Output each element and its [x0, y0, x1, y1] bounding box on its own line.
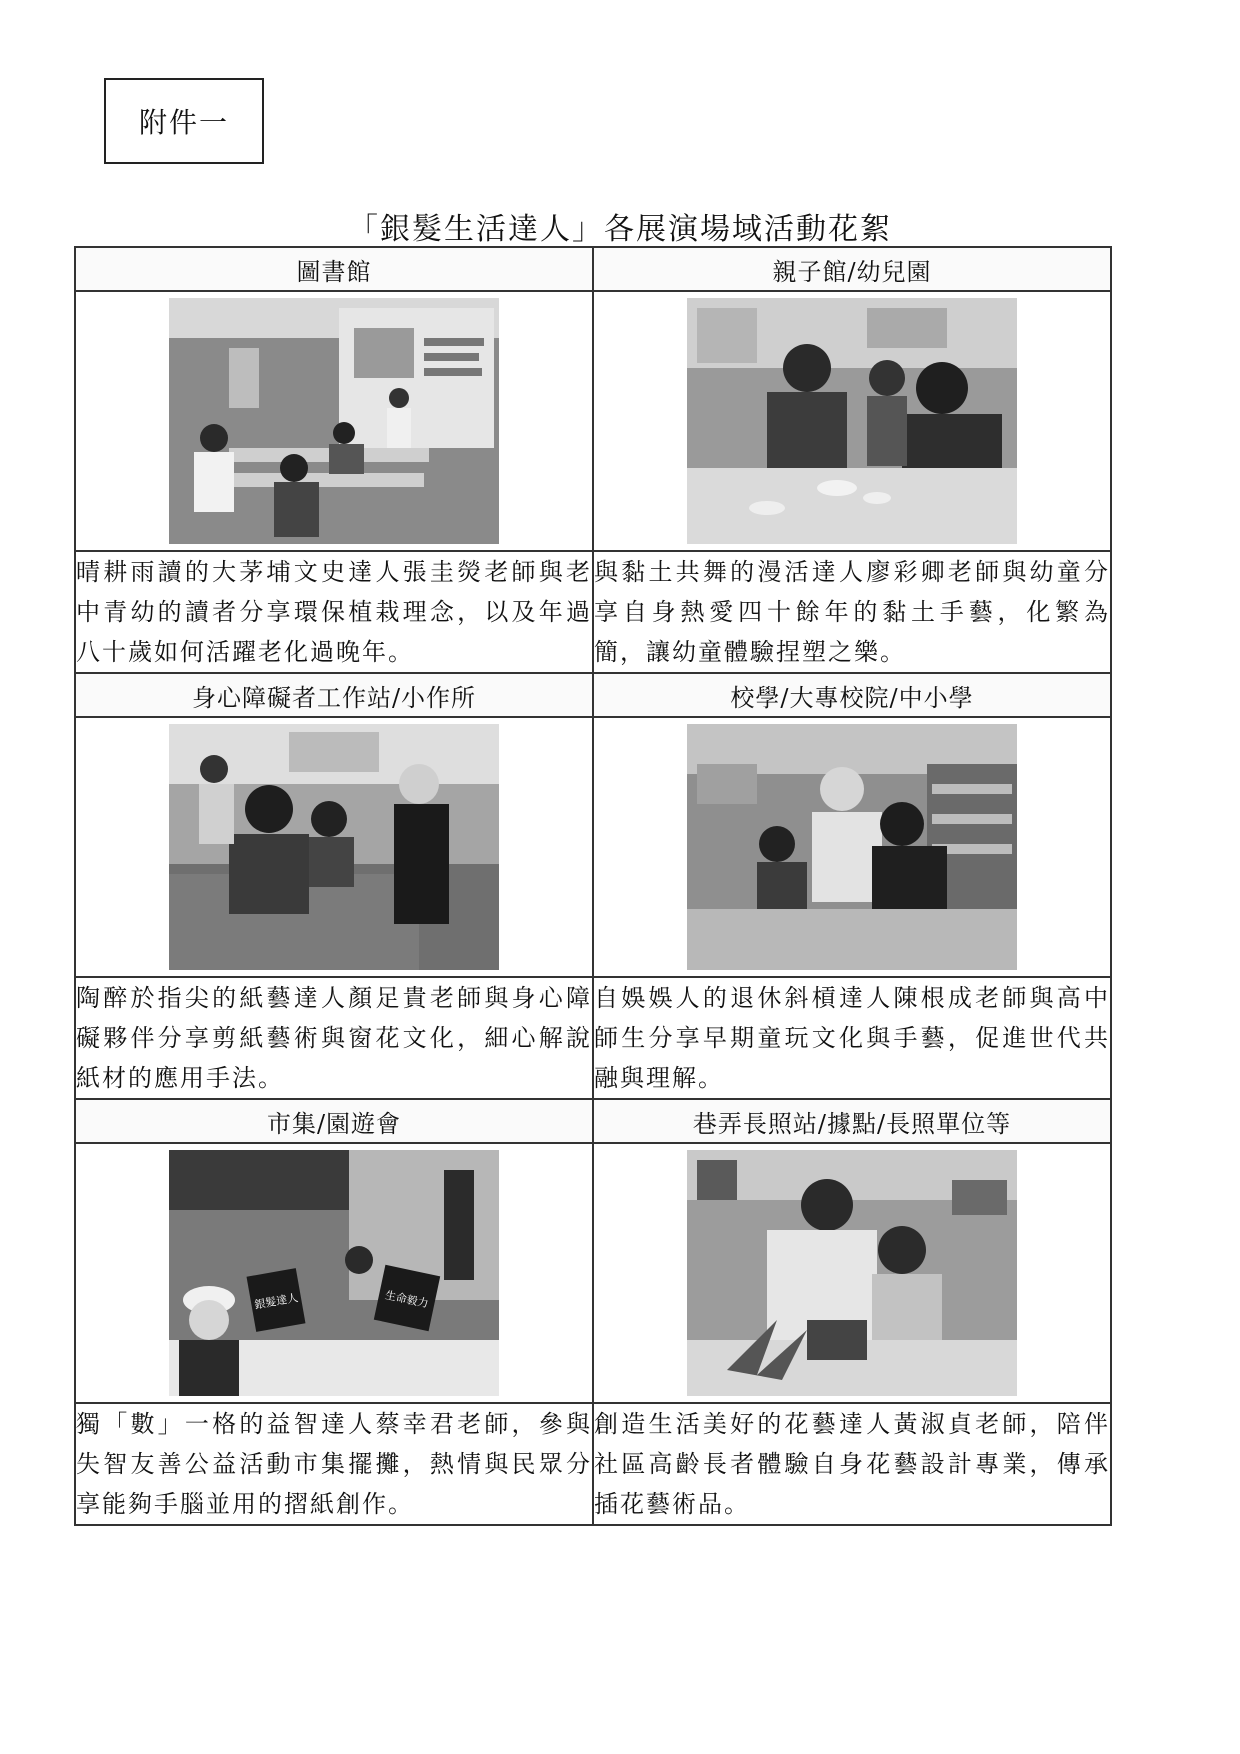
cell-caption: 晴耕雨讀的大茅埔文史達人張圭熒老師與老中青幼的讀者分享環保植栽理念，以及年過八十歲如何活躍老化過晚年。 [75, 551, 593, 673]
cell-caption: 自娛娛人的退休斜槓達人陳根成老師與高中師生分享早期童玩文化與手藝，促進世代共融與理解。 [593, 977, 1111, 1099]
photo-toy-craft [687, 724, 1017, 970]
cell-header: 圖書館 [75, 247, 593, 291]
photo-paper-art [169, 724, 499, 970]
photo-sign-text: 生命毅力 [383, 1288, 430, 1311]
photo-flower-arranging [687, 1150, 1017, 1396]
activity-grid [74, 246, 1112, 1526]
cell-caption: 陶醉於指尖的紙藝達人顏足貴老師與身心障礙夥伴分享剪紙藝術與窗花文化，細心解說紙材的應用手法。 [75, 977, 593, 1099]
photo-clay-workshop [687, 298, 1017, 544]
photo-library-talk [169, 298, 499, 544]
cell-header: 校學/大專校院/中小學 [593, 673, 1111, 717]
document-title: 「銀髮生活達人」各展演場域活動花絮 [348, 212, 892, 247]
photo-market-stall [169, 1150, 499, 1396]
cell-header: 親子館/幼兒園 [593, 247, 1111, 291]
cell-header: 巷弄長照站/據點/長照單位等 [593, 1099, 1111, 1143]
cell-header: 身心障礙者工作站/小作所 [75, 673, 593, 717]
cell-header: 市集/園遊會 [75, 1099, 593, 1143]
attachment-label: 附件一 [104, 78, 264, 164]
cell-caption: 獨「數」一格的益智達人蔡幸君老師，參與失智友善公益活動市集擺攤，熱情與民眾分享能夠手腦並用的摺紙創作。 [75, 1403, 593, 1525]
photo-sign-text: 銀髮達人 [253, 1291, 300, 1312]
cell-caption: 與黏土共舞的漫活達人廖彩卿老師與幼童分享自身熱愛四十餘年的黏土手藝，化繁為簡，讓幼童體驗捏塑之樂。 [593, 551, 1111, 673]
cell-caption: 創造生活美好的花藝達人黃淑貞老師，陪伴社區高齡長者體驗自身花藝設計專業，傳承插花藝術品。 [593, 1403, 1111, 1525]
